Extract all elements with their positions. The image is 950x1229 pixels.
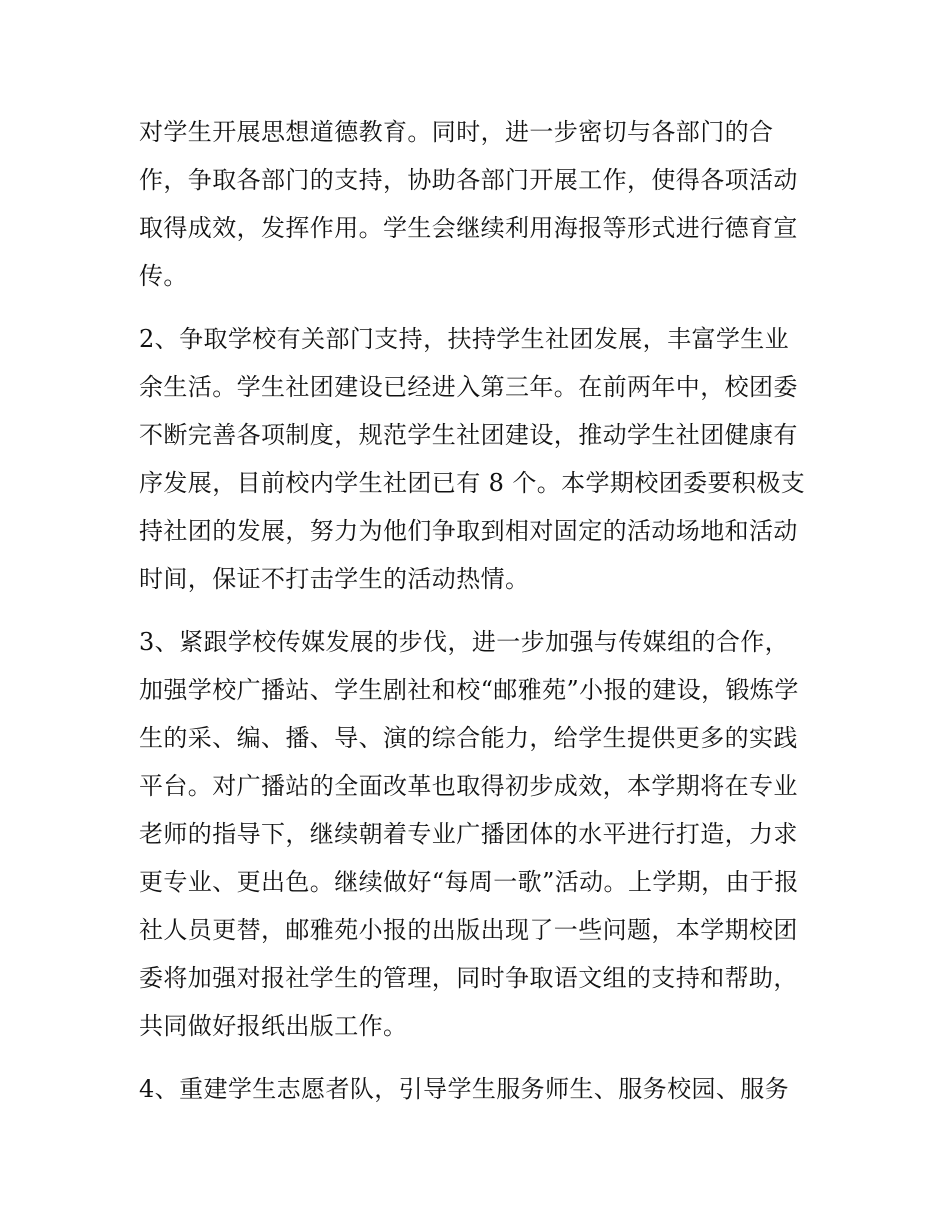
- text-line: 序发展，目前校内学生社团已有 8 个。本学期校团委要积极支: [139, 469, 806, 497]
- text-line: 老师的指导下，继续朝着专业广播团体的水平进行打造，力求: [139, 820, 798, 848]
- text-line: 余生活。学生社团建设已经进入第三年。在前两年中，校团委: [139, 373, 798, 401]
- text-line: 委将加强对报社学生的管理，同时争取语文组的支持和帮助，: [139, 964, 798, 992]
- text-line: 更专业、更出色。继续做好“每周一歌”活动。上学期，由于报: [139, 868, 799, 896]
- text-line: 社人员更替，邮雅苑小报的出版出现了一些问题，本学期校团: [139, 916, 798, 944]
- text-line: 时间，保证不打击学生的活动热情。: [139, 565, 530, 593]
- text-line: 对学生开展思想道德教育。同时，进一步密切与各部门的合: [139, 118, 774, 146]
- paragraph-4: [139, 1065, 819, 1113]
- text-line: 共同做好报纸出版工作。: [139, 1012, 408, 1040]
- document-page: [139, 108, 819, 1128]
- text-line: 取得成效，发挥作用。学生会继续利用海报等形式进行德育宣: [139, 214, 798, 242]
- text-line: 生的采、编、播、导、演的综合能力，给学生提供更多的实践: [139, 724, 798, 752]
- text-line: 持社团的发展，努力为他们争取到相对固定的活动场地和活动: [139, 517, 798, 545]
- paragraph-2: [139, 315, 819, 603]
- text-line: 平台。对广播站的全面改革也取得初步成效，本学期将在专业: [139, 772, 798, 800]
- text-line: 不断完善各项制度，规范学生社团建设，推动学生社团健康有: [139, 421, 798, 449]
- text-line: 3、紧跟学校传媒发展的步伐，进一步加强与传媒组的合作，: [139, 628, 790, 656]
- text-line: 2、争取学校有关部门支持，扶持学生社团发展，丰富学生业: [139, 325, 790, 353]
- text-line: 4、重建学生志愿者队，引导学生服务师生、服务校园、服务: [139, 1075, 790, 1103]
- text-line: 传。: [139, 262, 188, 290]
- paragraph-3: [139, 618, 819, 1050]
- paragraph-1: [139, 108, 819, 300]
- text-line: 加强学校广播站、学生剧社和校“邮雅苑”小报的建设，锻炼学: [139, 676, 799, 704]
- text-line: 作，争取各部门的支持，协助各部门开展工作，使得各项活动: [139, 166, 798, 194]
